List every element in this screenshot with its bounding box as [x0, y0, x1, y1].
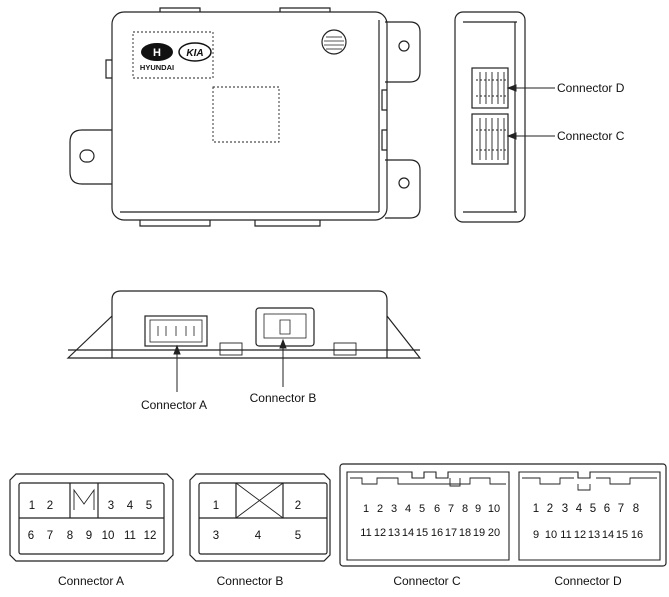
conn-c-pin: 12	[373, 527, 387, 539]
conn-d-pin: 10	[544, 529, 558, 541]
connector-c-pins	[360, 503, 500, 539]
conn-c-pin: 11	[360, 527, 372, 539]
conn-d-pin: 12	[573, 529, 587, 541]
connector-cd-frame	[340, 464, 666, 566]
module-side-view	[455, 12, 525, 222]
conn-d-pin: 11	[560, 529, 572, 541]
svg-text:H: H	[153, 47, 161, 59]
conn-a-pin: 4	[126, 500, 134, 512]
conn-c-pin: 15	[415, 527, 429, 539]
conn-d-pin: 14	[601, 529, 615, 541]
conn-d-pin: 1	[532, 503, 540, 515]
conn-d-pin: 7	[617, 503, 625, 515]
conn-d-pin: 3	[561, 503, 569, 515]
conn-c-pin: 2	[376, 503, 384, 515]
conn-b-pin: 1	[212, 500, 220, 512]
conn-c-pin: 20	[487, 527, 501, 539]
module-front-view	[68, 291, 420, 358]
hyundai-logo	[140, 43, 174, 72]
conn-d-pin: 6	[603, 503, 611, 515]
conn-c-pin: 19	[472, 527, 486, 539]
conn-c-pin: 10	[487, 503, 501, 515]
conn-b-pin: 2	[294, 500, 302, 512]
label-connector-a: Connector A	[57, 574, 125, 588]
conn-a-pin: 10	[101, 530, 115, 542]
conn-d-pin: 16	[630, 529, 644, 541]
connector-a-pins	[28, 500, 157, 542]
conn-c-pin: 9	[474, 503, 482, 515]
label-connector-b: Connector B	[216, 574, 284, 588]
conn-c-pin: 1	[362, 503, 370, 515]
conn-a-pin: 1	[28, 500, 36, 512]
conn-c-pin: 8	[461, 503, 469, 515]
conn-d-pin: 5	[589, 503, 597, 515]
label-connector-d-side: Connector D	[557, 81, 625, 95]
connector-a-face	[10, 474, 173, 561]
conn-a-pin: 8	[66, 530, 74, 542]
conn-a-pin: 7	[46, 530, 54, 542]
conn-c-pin: 7	[447, 503, 455, 515]
conn-c-pin: 3	[390, 503, 398, 515]
conn-c-pin: 14	[401, 527, 415, 539]
label-connector-b-front: Connector B	[249, 391, 317, 405]
conn-c-pin: 18	[458, 527, 472, 539]
conn-b-pin: 3	[212, 530, 220, 542]
connector-d-pins	[533, 503, 643, 541]
conn-c-pin: 6	[433, 503, 441, 515]
leader-lines-front	[174, 340, 286, 392]
conn-d-pin: 4	[575, 503, 583, 515]
conn-a-pin: 6	[27, 530, 35, 542]
conn-b-pin: 4	[254, 530, 262, 542]
connector-b-face	[190, 474, 330, 561]
conn-d-pin: 13	[587, 529, 601, 541]
conn-c-pin: 16	[430, 527, 444, 539]
label-connector-c: Connector C	[393, 574, 461, 588]
conn-b-pin: 5	[294, 530, 302, 542]
label-connector-a-front: Connector A	[140, 398, 208, 412]
conn-c-pin: 13	[387, 527, 401, 539]
label-connector-d: Connector D	[554, 574, 622, 588]
connector-d-face	[519, 472, 660, 560]
label-connector-c-side: Connector C	[557, 129, 625, 143]
conn-a-pin: 5	[145, 500, 153, 512]
conn-c-pin: 4	[404, 503, 412, 515]
conn-c-pin: 5	[418, 503, 426, 515]
conn-d-pin: 9	[532, 529, 540, 541]
conn-a-pin: 12	[143, 530, 157, 542]
conn-a-pin: 3	[107, 500, 115, 512]
connector-b-pins	[213, 500, 301, 542]
conn-a-pin: 11	[124, 530, 136, 542]
conn-d-pin: 2	[546, 503, 554, 515]
conn-c-pin: 17	[444, 527, 458, 539]
side-view-pins	[476, 72, 506, 160]
hyundai-wordmark: HYUNDAI	[139, 63, 175, 72]
kia-wordmark: KIA	[186, 48, 204, 59]
module-top-view	[70, 8, 420, 226]
conn-a-pin: 2	[46, 500, 54, 512]
conn-d-pin: 8	[632, 503, 640, 515]
connector-c-face	[347, 472, 509, 560]
conn-d-pin: 15	[615, 529, 629, 541]
kia-logo	[179, 43, 211, 61]
conn-a-pin: 9	[85, 530, 93, 542]
